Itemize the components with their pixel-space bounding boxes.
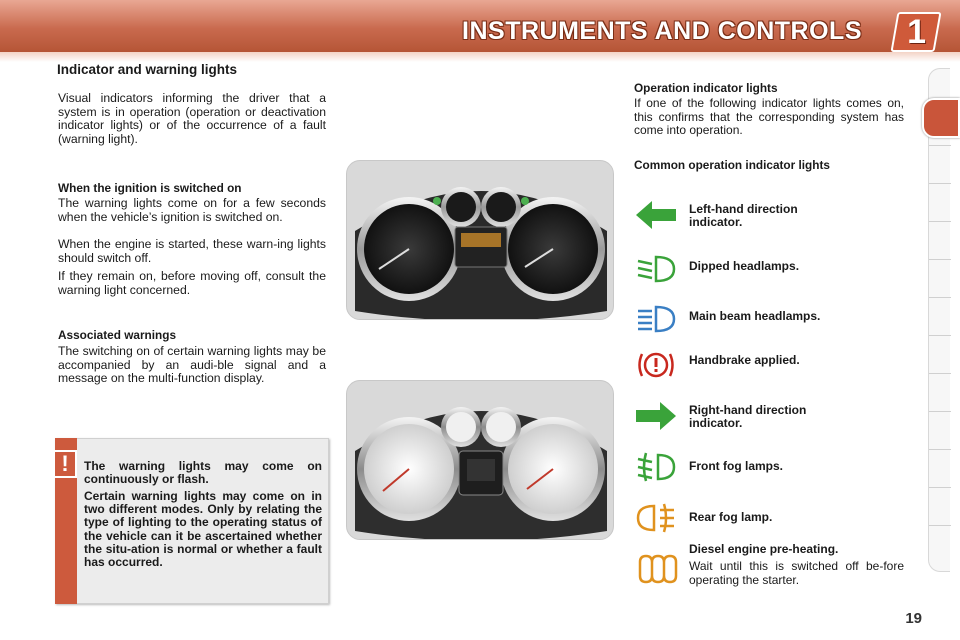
tab-divider xyxy=(929,411,951,412)
intro-paragraph: Visual indicators informing the driver that a system is in operation (operation or deactivation indicator lights) or of the occurrence of a fault (warning light). xyxy=(58,91,326,146)
main-beam-icon xyxy=(634,302,678,336)
indicator-label-preheat: Diesel engine pre-heating. xyxy=(689,542,839,556)
active-chapter-tab[interactable] xyxy=(922,98,960,138)
handbrake-icon xyxy=(634,348,678,382)
left-arrow-icon xyxy=(634,198,678,232)
instrument-panel-light-image xyxy=(346,380,614,540)
dipped-headlamp-icon xyxy=(634,252,678,286)
tab-divider xyxy=(929,487,951,488)
chapter-title: INSTRUMENTS AND CONTROLS xyxy=(462,17,862,45)
ignition-paragraph-1: The warning lights come on for a few seconds when the vehicle’s ignition is switched on. xyxy=(58,196,326,224)
tab-divider xyxy=(929,335,951,336)
instrument-panel-dark-image xyxy=(346,160,614,320)
ignition-paragraph-2: When the engine is started, these warn-ing lights should switch off. xyxy=(58,237,326,265)
page-number: 19 xyxy=(905,610,922,627)
preheat-note: Wait until this is switched off be-fore operating the starter. xyxy=(689,559,904,587)
section-heading: Indicator and warning lights xyxy=(57,62,238,77)
warning-note-line-2: Certain warning lights may come on in two different modes. Only by relating the type of lighting to the operating status of the vehicle can it be ascertained whether the situ-ation is normal or whether a fault has occurred. xyxy=(84,489,322,570)
ignition-heading: When the ignition is switched on xyxy=(58,181,242,195)
associated-heading: Associated warnings xyxy=(58,328,177,342)
front-fog-icon xyxy=(634,450,678,484)
associated-paragraph: The switching on of certain warning lights may be accompanied by an audi-ble signal and a message on the multi-function display. xyxy=(58,344,326,385)
warning-note-line-1: The warning lights may come on continuously or flash. xyxy=(84,459,322,487)
chapter-tabs[interactable] xyxy=(928,68,950,572)
tab-divider xyxy=(929,183,951,184)
indicator-label-rear-fog: Rear fog lamp. xyxy=(689,510,773,524)
exclamation-icon: ! xyxy=(53,450,77,478)
rear-fog-icon xyxy=(634,501,678,535)
operation-paragraph: If one of the following indicator lights comes on, this confirms that the corresponding system has come into operation. xyxy=(634,96,904,137)
tab-divider xyxy=(929,449,951,450)
tab-divider xyxy=(929,145,951,146)
indicator-label-main-beam: Main beam headlamps. xyxy=(689,309,821,323)
tab-divider xyxy=(929,525,951,526)
tab-divider xyxy=(929,221,951,222)
chapter-number: 1 xyxy=(907,13,926,51)
indicator-label-right-direction: Right-hand direction indicator. xyxy=(689,403,807,430)
tab-divider xyxy=(929,373,951,374)
ignition-paragraph-3: If they remain on, before moving off, consult the warning light concerned. xyxy=(58,269,326,297)
tab-divider xyxy=(929,297,951,298)
preheat-icon xyxy=(634,552,678,586)
tab-divider xyxy=(929,259,951,260)
indicator-label-dipped-headlamps: Dipped headlamps. xyxy=(689,259,800,273)
header-shadow xyxy=(0,52,960,62)
common-indicators-heading: Common operation indicator lights xyxy=(634,158,830,172)
operation-heading: Operation indicator lights xyxy=(634,81,778,95)
indicator-label-handbrake: Handbrake applied. xyxy=(689,353,800,367)
right-arrow-icon xyxy=(634,399,678,433)
indicator-label-left-direction: Left-hand direction indicator. xyxy=(689,202,798,229)
indicator-label-front-fog: Front fog lamps. xyxy=(689,459,783,473)
